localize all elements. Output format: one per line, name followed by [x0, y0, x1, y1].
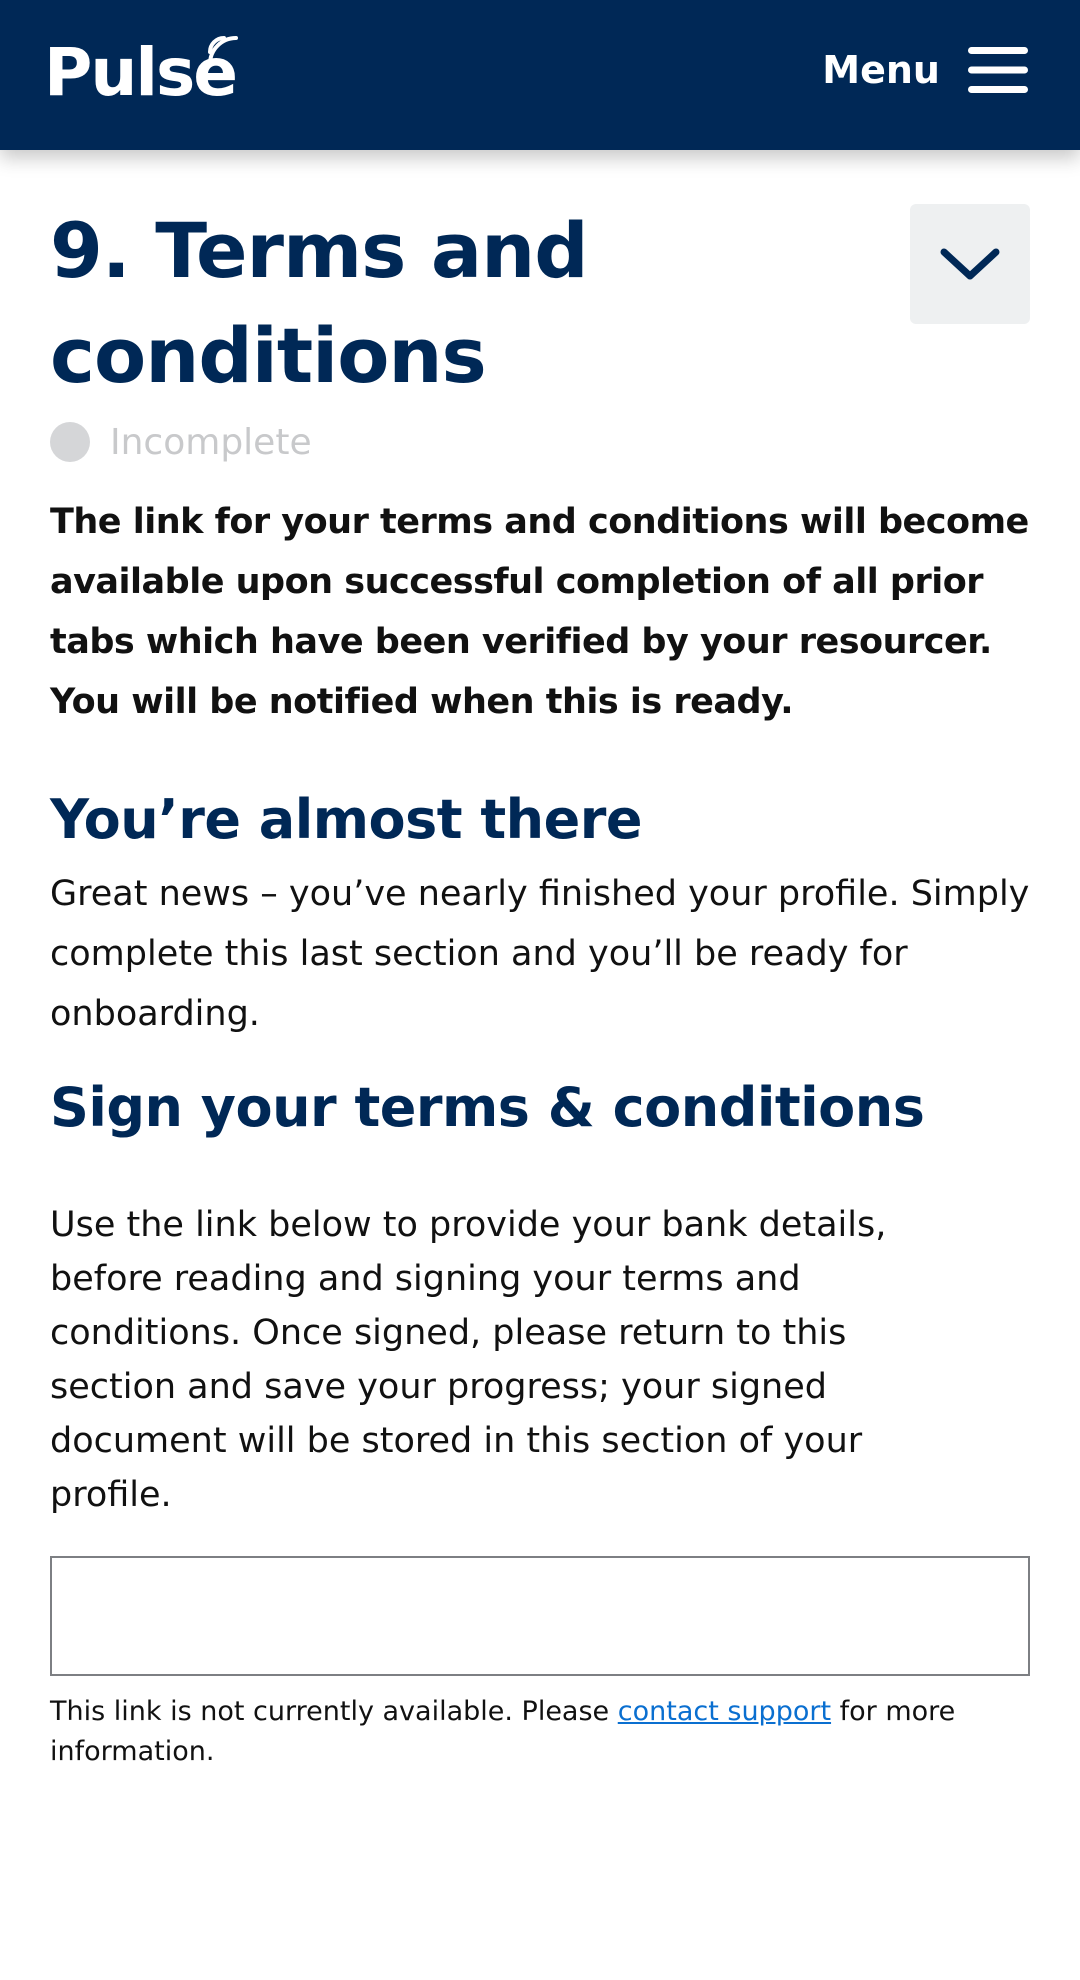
almost-there-text: Great news – you’ve nearly finished your profile. Simply complete this last section and you’ll be ready for onboarding.	[50, 874, 1030, 1034]
section-header	[50, 150, 1030, 470]
logo-text: Pulse	[44, 34, 237, 111]
main-content	[50, 150, 1030, 1772]
pulse-logo[interactable]	[44, 34, 237, 111]
collapse-toggle-button[interactable]	[910, 204, 1030, 324]
helper-text-after: for more information.	[50, 1696, 956, 1767]
top-navigation-bar	[0, 0, 1080, 150]
menu-label: Menu	[822, 48, 940, 92]
helper-text-before: This link is not currently available. Please	[50, 1696, 618, 1727]
almost-there-heading: You’re almost there	[50, 788, 642, 851]
terms-link-box[interactable]	[50, 1556, 1030, 1676]
sign-terms-text: Use the link below to provide your bank details, before reading and signing your terms and conditions. Once signed, please return to this section and save your progress; your signed document will be stored in this section of your profile.	[50, 1205, 887, 1515]
availability-notice: The link for your terms and conditions will become available upon successful completion of all prior tabs which have been verified by your resourcer. You will be notified when this is ready.	[50, 502, 1029, 722]
contact-support-link[interactable]: contact support	[617, 1696, 832, 1727]
status-text: Incomplete	[110, 421, 312, 463]
link-unavailable-message	[50, 1692, 1030, 1772]
signal-waves-icon	[202, 30, 242, 70]
menu-button[interactable]	[822, 40, 1028, 100]
sign-terms-heading: Sign your terms & conditions	[50, 1076, 925, 1139]
hamburger-icon	[968, 43, 1028, 97]
section-status	[50, 418, 312, 466]
status-dot-icon	[50, 422, 90, 462]
section-title: 9. Terms and conditions	[50, 206, 588, 400]
chevron-down-icon	[938, 244, 1002, 284]
